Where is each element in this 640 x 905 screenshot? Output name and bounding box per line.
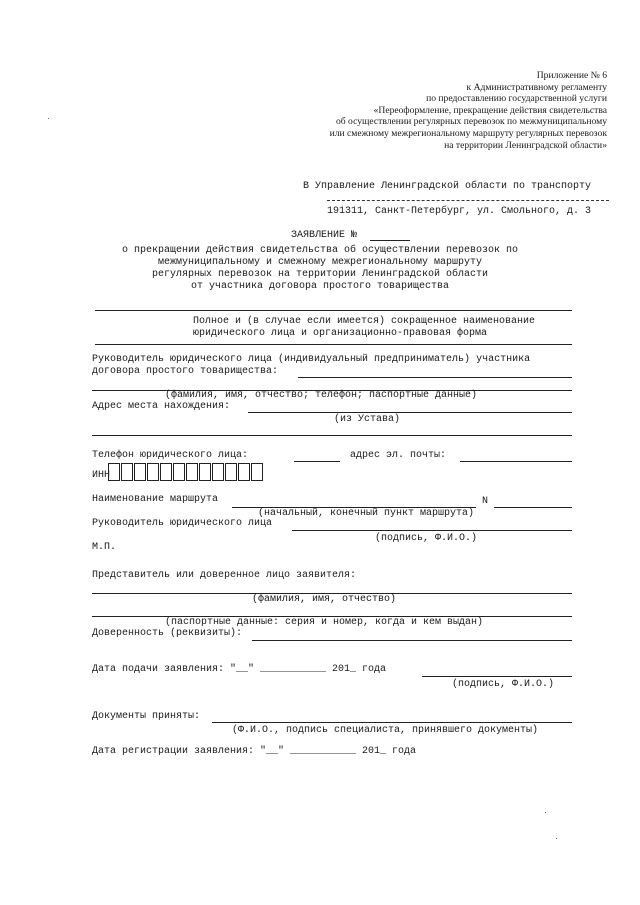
- head-label: Руководитель юридического лица (индивидуальный предприниматель) участника: [92, 354, 531, 365]
- appendix-line: к Административному регламенту: [466, 81, 607, 93]
- inn-cell[interactable]: [238, 463, 250, 481]
- appendix-line: или смежному межрегиональному маршруту регулярных перевозок: [329, 127, 607, 139]
- inn-cell[interactable]: [160, 463, 172, 481]
- reg-label: Дата регистрации заявления: "__" ___________ 201_ года: [92, 746, 417, 757]
- company-name-hint: юридического лица и организационно-правовая форма: [193, 328, 488, 339]
- statement-number-label: ЗАЯВЛЕНИЕ №: [291, 230, 358, 241]
- passport-hint: (паспортные данные: серия и номер, когда и кем выдан): [165, 617, 484, 628]
- inn-cell[interactable]: [186, 463, 198, 481]
- head-label: договора простого товарищества:: [92, 366, 279, 377]
- addressee-line: [327, 200, 609, 201]
- date-label: Дата подачи заявления: "__" ___________ 201_ года: [92, 664, 387, 675]
- statement-line: о прекращении действия свидетельства об осуществлении перевозок по: [121, 245, 519, 256]
- appendix-line: «Переоформление, прекращение действия свидетельства: [373, 104, 607, 116]
- route-no-field[interactable]: [494, 507, 572, 508]
- address-field-2[interactable]: [92, 435, 572, 436]
- docs-label: Документы приняты:: [92, 711, 201, 722]
- statement-number-field[interactable]: [370, 240, 410, 241]
- head2-field[interactable]: [292, 530, 572, 531]
- docs-field[interactable]: [212, 722, 572, 723]
- statement-line: регулярных перевозок на территории Ленинградской области: [151, 269, 489, 280]
- date-sign-field[interactable]: [422, 676, 572, 677]
- sign-hint-2: (подпись, Ф.И.О.): [452, 679, 555, 690]
- sign-hint: (подпись, Ф.И.О.): [375, 533, 478, 544]
- inn-cell[interactable]: [212, 463, 224, 481]
- email-label: адрес эл. почты:: [350, 450, 447, 461]
- head2-label: Руководитель юридического лица: [92, 518, 273, 529]
- appendix-line: на территории Ленинградской области»: [444, 139, 607, 151]
- inn-boxes[interactable]: [108, 463, 264, 481]
- addressee-address: 191311, Санкт-Петербург, ул. Смольного, д. 3: [327, 206, 592, 217]
- head-field[interactable]: [298, 377, 572, 378]
- address-label: Адрес места нахождения:: [92, 401, 231, 412]
- company-name-hint: Полное и (в случае если имеется) сокращенное наименование: [193, 316, 536, 327]
- inn-cell[interactable]: [134, 463, 146, 481]
- inn-cell[interactable]: [251, 463, 263, 481]
- inn-cell[interactable]: [173, 463, 185, 481]
- route-hint: (начальный, конечный пункт маршрута): [258, 508, 475, 519]
- proxy-field[interactable]: [252, 640, 572, 641]
- company-name-field-2[interactable]: [95, 344, 572, 345]
- rep-label: Представитель или доверенное лицо заявителя:: [92, 570, 357, 581]
- inn-cell[interactable]: [121, 463, 133, 481]
- address-field[interactable]: [248, 412, 572, 413]
- company-name-field[interactable]: [95, 310, 572, 311]
- scan-speck: [545, 812, 546, 813]
- proxy-label: Доверенность (реквизиты):: [92, 628, 243, 639]
- route-no-label: N: [482, 496, 489, 507]
- statement-line: от участника договора простого товарищества: [190, 281, 450, 292]
- appendix-line: по предоставлению государственной услуги: [426, 93, 607, 105]
- appendix-header: [330, 70, 607, 151]
- head-hint: (фамилия, имя, отчество; телефон; паспортные данные): [165, 390, 478, 401]
- phone-field[interactable]: [294, 461, 340, 462]
- statement-line: межмуниципальному и смежному межрегиональному маршруту: [157, 257, 483, 268]
- scan-speck: [556, 838, 557, 839]
- phone-label: Телефон юридического лица:: [92, 450, 249, 461]
- route-label: Наименование маршрута: [92, 494, 219, 505]
- address-hint: (из Устава): [334, 414, 401, 425]
- inn-cell[interactable]: [147, 463, 159, 481]
- appendix-line: об осуществлении регулярных перевозок по межмуниципальному: [335, 116, 607, 128]
- inn-cell[interactable]: [225, 463, 237, 481]
- stamp-label: М.П.: [92, 542, 117, 553]
- rep-hint: (фамилия, имя, отчество): [252, 594, 397, 605]
- email-field[interactable]: [460, 461, 572, 462]
- appendix-line: Приложение № 6: [536, 70, 607, 81]
- addressee-to: В Управление Ленинградской области по транспорту: [303, 181, 592, 192]
- inn-cell[interactable]: [108, 463, 120, 481]
- inn-cell[interactable]: [199, 463, 211, 481]
- inn-label: ИНН: [92, 470, 111, 481]
- docs-hint: (Ф.И.О., подпись специалиста, принявшего документы): [232, 725, 539, 736]
- scan-speck: [48, 118, 49, 119]
